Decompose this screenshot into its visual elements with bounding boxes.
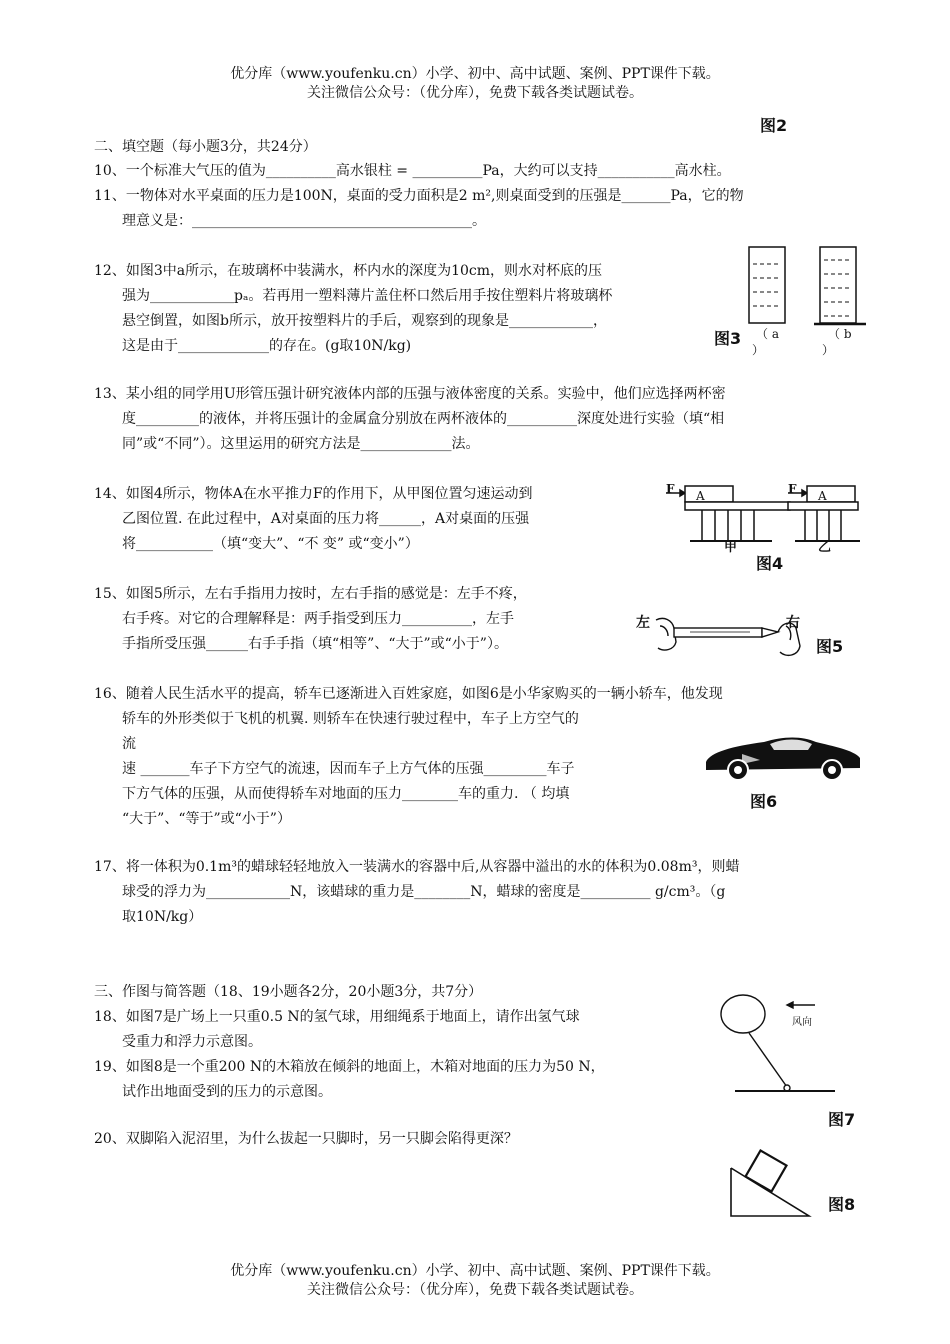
q14-line-3: 将___________（填“变大”、“不 变” 或“变小”） — [122, 536, 419, 552]
q17-line-3: 取10N/kg） — [122, 909, 203, 925]
fig5-label-left: 左 — [636, 615, 650, 631]
q17-line-2: 球受的浮力为____________N，该蜡球的重力是________N，蜡球的密度是__________ g/cm³。（g — [122, 884, 726, 900]
fig4-force-1: F — [666, 482, 675, 496]
fig6-caption: 图6 — [750, 792, 778, 811]
q15-line-2: 右手疼。对它的合理解释是：两手指受到压力__________，左手 — [122, 611, 514, 627]
fig4-force-2: F — [788, 482, 797, 496]
fig8-caption: 图8 — [828, 1195, 856, 1214]
fig4-diagram — [660, 478, 870, 553]
fig6-car — [704, 732, 864, 782]
fig3-cup-b — [814, 247, 866, 324]
q14-line-1: 14、如图4所示，物体A在水平推力F的作用下，从甲图位置匀速运动到 — [94, 486, 533, 502]
fig5-caption: 图5 — [816, 637, 844, 656]
fig4-caption: 图4 — [756, 554, 784, 573]
fig3-label-b: （ b — [828, 327, 852, 341]
q12-line-3: 悬空倒置，如图b所示，放开按塑料片的手后，观察到的现象是____________， — [122, 313, 607, 329]
q15-line-3: 手指所受压强______右手手指（填“相等”、“大于”或“小于”）。 — [122, 636, 508, 652]
q15-line-1: 15、如图5所示，左右手指用力按时，左右手指的感觉是：左手不疼， — [94, 586, 527, 602]
fig8-incline-box — [725, 1150, 820, 1222]
fig3-label-a-close: ） — [752, 343, 765, 357]
q16-line-1: 16、随着人民生活水平的提高，轿车已逐渐进入百姓家庭，如图6是小华家购买的一辆小轿车，他发现 — [94, 686, 723, 702]
q12-line-1: 12、如图3中a所示，在玻璃杯中装满水，杯内水的深度为10cm，则水对杯底的压 — [94, 263, 602, 279]
fig5-label-right: 右 — [786, 615, 800, 631]
fig3-label-b-close: ） — [822, 343, 835, 357]
q11-line-1: 11、一物体对水平桌面的压力是100N，桌面的受力面积是2 m²,则桌面受到的压强是_______Pa，它的物 — [94, 188, 744, 204]
fig3-cup-a — [749, 247, 785, 323]
q19-line-2: 试作出地面受到的压力的示意图。 — [122, 1084, 332, 1100]
q13-line-2: 度_________的液体，并将压强计的金属盒分别放在两杯液体的__________深度处进行实验（填“相 — [122, 411, 725, 427]
fig3-label-a: （ a — [756, 327, 779, 341]
fig7-caption: 图7 — [828, 1110, 856, 1129]
q16-line-2: 轿车的外形类似于飞机的机翼. 则轿车在快速行驶过程中，车子上方空气的 — [122, 711, 579, 727]
q16-line-5: 下方气体的压强，从而使得轿车对地面的压力________车的重力. （ 均填 — [122, 786, 570, 802]
fig7-balloon — [715, 990, 855, 1100]
q13-line-3: 同”或“不同”）。这里运用的研究方法是_____________法。 — [122, 436, 480, 452]
fig4-block-1: A — [696, 489, 705, 503]
footer-line-2: 关注微信公众号：（优分库），免费下载各类试题试卷。 — [307, 1282, 643, 1298]
fig3-caption: 图3 — [714, 329, 742, 348]
q12-line-2: 强为____________pₐ。若再用一塑料薄片盖住杯口然后用手按住塑料片将玻璃杯 — [122, 288, 613, 304]
q10: 10、一个标准大气压的值为__________高水银柱 = __________Pa，大约可以支持___________高水柱。 — [94, 163, 731, 179]
q18-line-2: 受重力和浮力示意图。 — [122, 1034, 262, 1050]
q17-line-1: 17、将一体积为0.1m³的蜡球轻轻地放入一装满水的容器中后,从容器中溢出的水的体积为0.08m³，则蜡 — [94, 859, 740, 875]
q11-line-2: 理意义是：________________________________________。 — [122, 213, 486, 229]
q18-line-1: 18、如图7是广场上一只重0.5 N的氢气球，用细绳系于地面上，请作出氢气球 — [94, 1009, 580, 1025]
q14-line-2: 乙图位置. 在此过程中，A对桌面的压力将______，A对桌面的压强 — [122, 511, 530, 527]
footer-line-1: 优分库（www.youfenku.cn）小学、初中、高中试题、案例、PPT课件下载。 — [230, 1263, 720, 1279]
header-line-1: 优分库（www.youfenku.cn）小学、初中、高中试题、案例、PPT课件下载。 — [230, 66, 720, 82]
q13-line-1: 13、某小组的同学用U形管压强计研究液体内部的压强与液体密度的关系。实验中，他们应选择两杯密 — [94, 386, 726, 402]
fig4-label-yi: 乙 — [818, 540, 832, 555]
q16-line-6: “大于”、“等于”或“小于”） — [122, 811, 291, 827]
fig7-wind-label: 风向 — [792, 1017, 812, 1028]
fig4-label-jia: 甲 — [724, 540, 738, 555]
section3-title: 三、作图与简答题（18、19小题各2分，20小题3分，共7分） — [94, 984, 483, 1000]
section2-title: 二、填空题（每小题3分，共24分） — [94, 139, 317, 155]
header-line-2: 关注微信公众号：（优分库），免费下载各类试题试卷。 — [307, 85, 643, 101]
q20: 20、双脚陷入泥沼里，为什么拔起一只脚时，另一只脚会陷得更深？ — [94, 1131, 518, 1147]
q16-line-4: 速 _______车子下方空气的流速，因而车子上方气体的压强_________车子 — [122, 761, 575, 777]
fig2-caption: 图2 — [760, 116, 788, 135]
q12-line-4: 这是由于_____________的存在。(g取10N/kg) — [122, 338, 412, 354]
q16-line-3: 流 — [122, 736, 136, 752]
fig4-block-2: A — [818, 489, 827, 503]
q19-line-1: 19、如图8是一个重200 N的木箱放在倾斜的地面上，木箱对地面的压力为50 N， — [94, 1059, 605, 1075]
